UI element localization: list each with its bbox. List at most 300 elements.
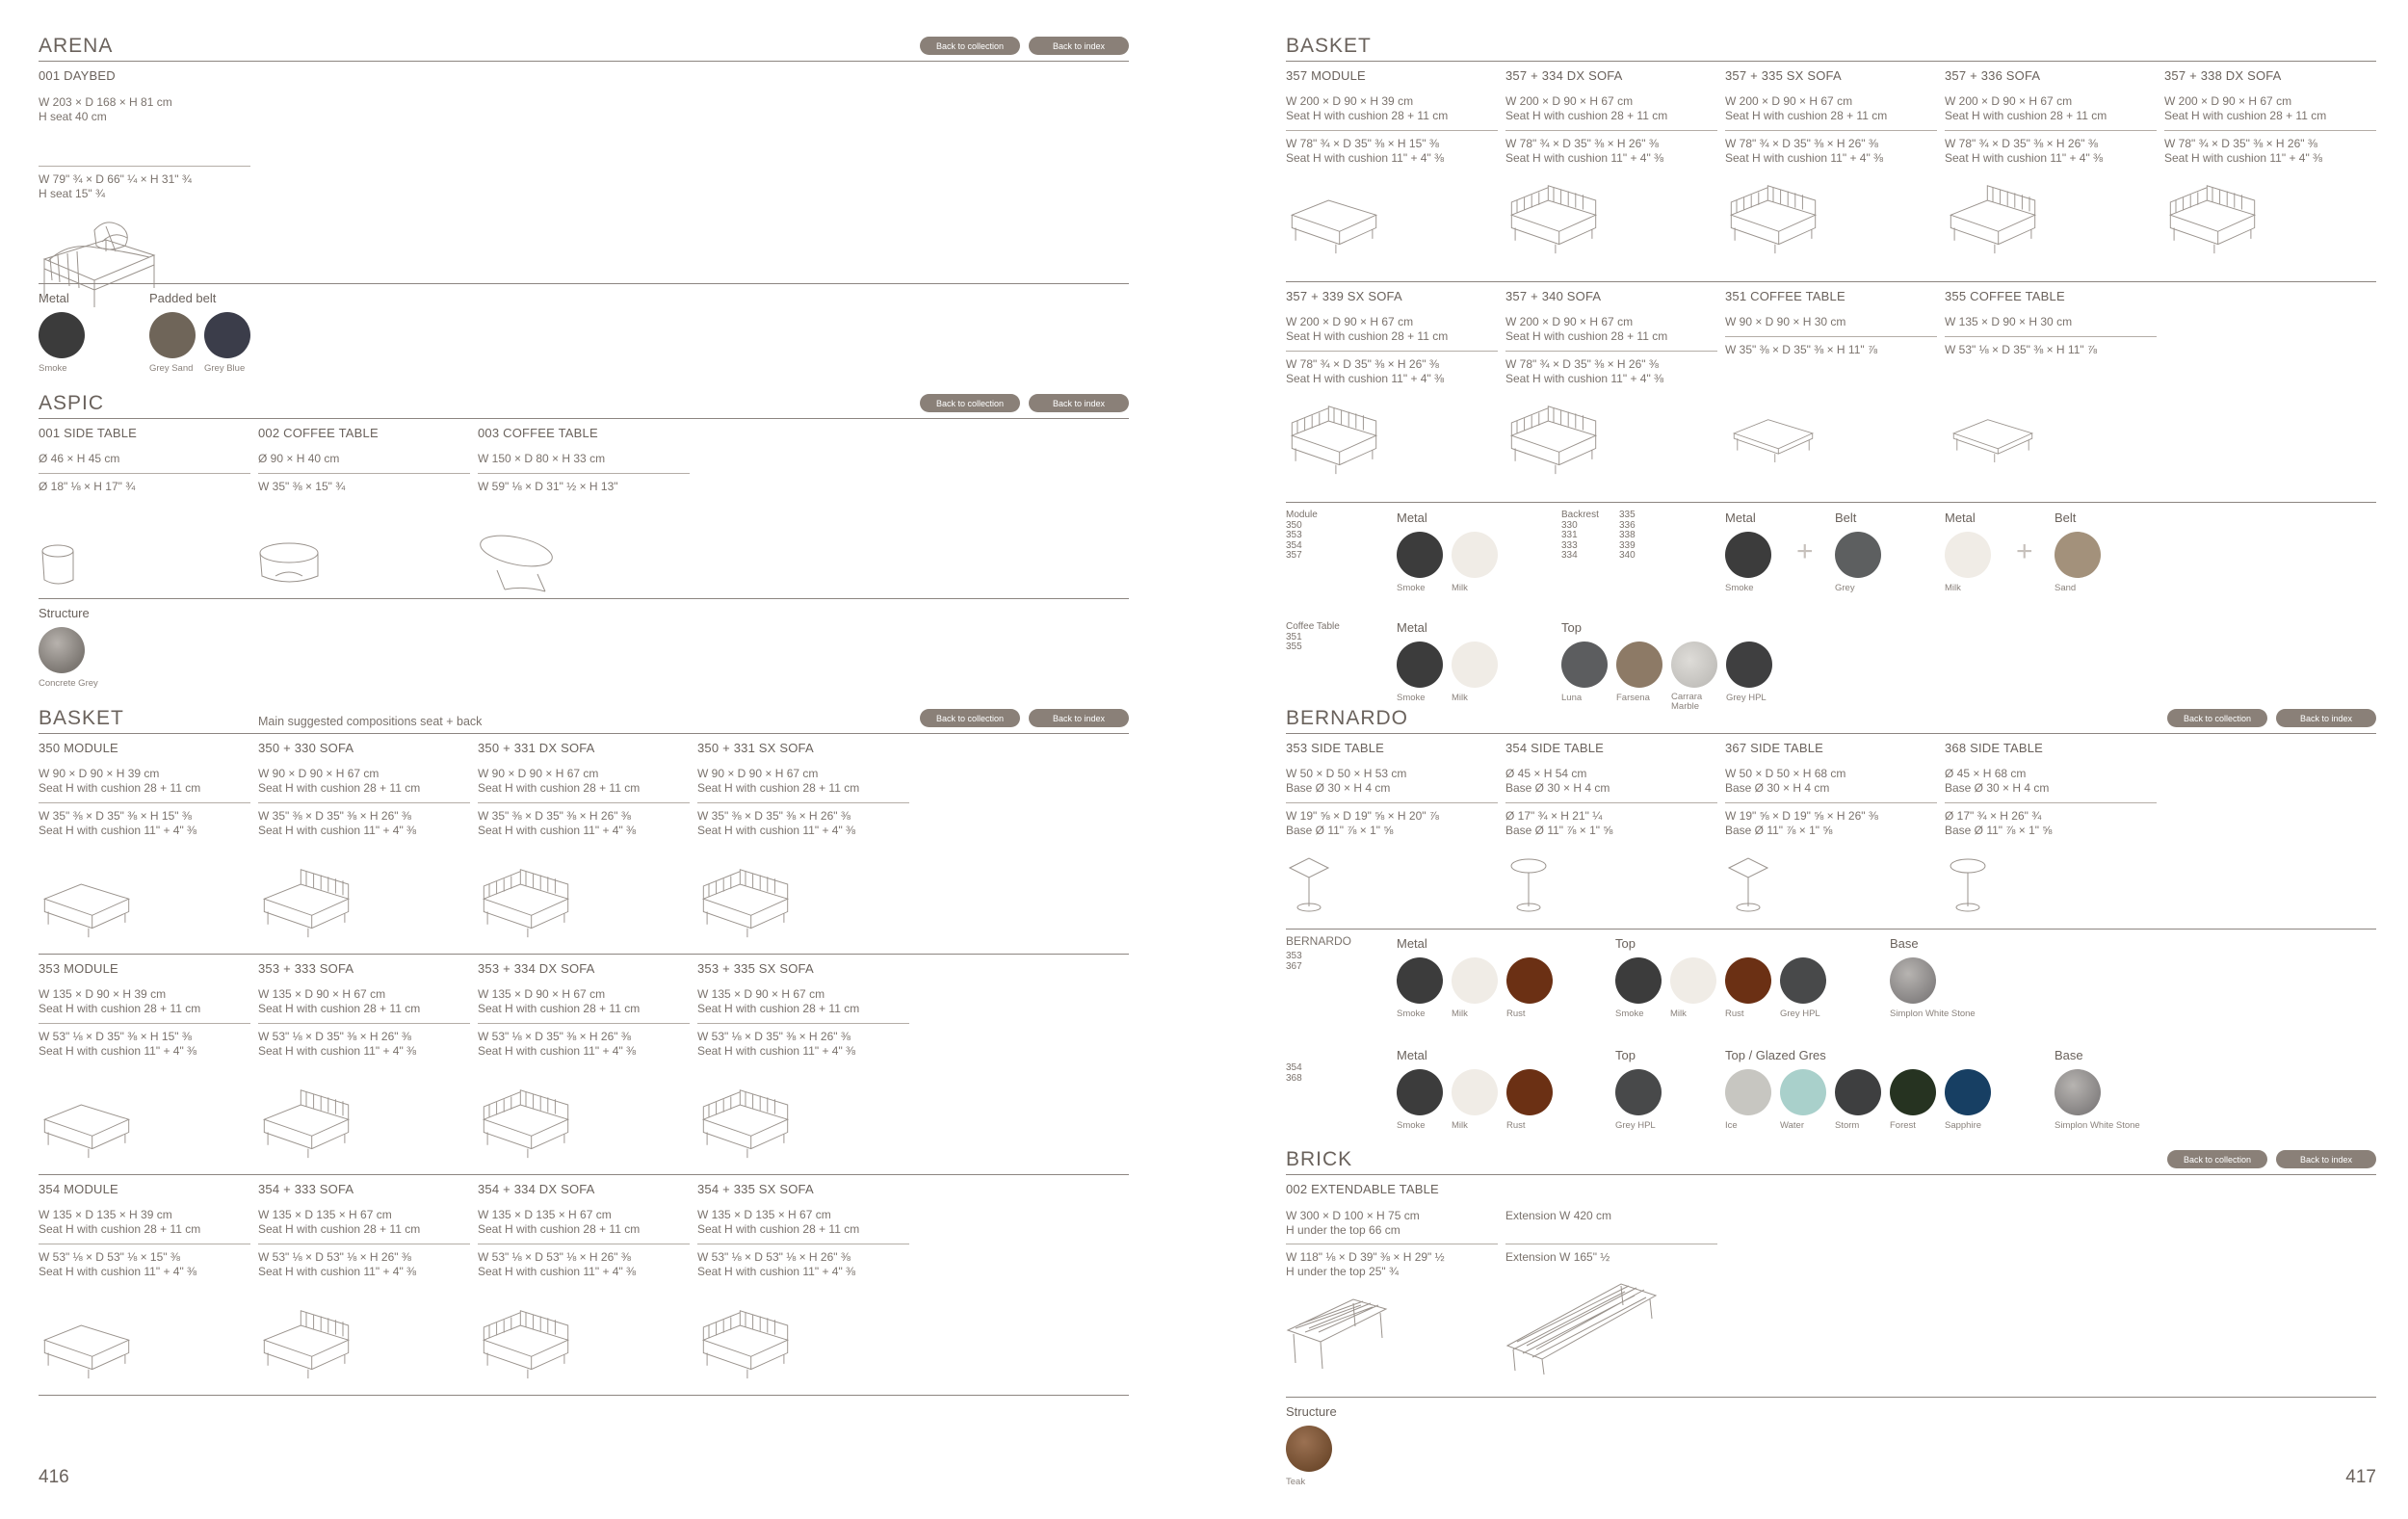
metric-dims: W 135 × D 135 × H 67 cm Seat H with cushion 28 + 11 cm [478, 1208, 641, 1236]
divider [2164, 130, 2376, 131]
divider [1945, 130, 2157, 131]
back-to-collection-button[interactable]: Back to collection [920, 37, 1020, 55]
backrest-list: 335 336 338 339 340 [1619, 510, 1636, 561]
product-name: 354 + 335 SX SOFA [697, 1182, 814, 1196]
product-cell [39, 426, 250, 493]
swatch-label: Milk [1452, 1120, 1468, 1131]
swatch-circle [1286, 1426, 1332, 1472]
product-cell [258, 1182, 470, 1278]
group-title: Top [1615, 1048, 1636, 1062]
swatch[interactable] [1452, 957, 1500, 1019]
swatch-label: Simplon White Stone [2055, 1120, 2140, 1131]
swatch-label: Smoke [1397, 583, 1426, 593]
product-cell [1286, 741, 1498, 837]
product-cell [478, 426, 690, 493]
product-drawing [1505, 403, 1602, 481]
divider [39, 1395, 1129, 1396]
product-drawing [258, 1087, 354, 1165]
swatch-circle [1615, 1069, 1662, 1115]
module-list: Module 350 353 354 357 [1286, 510, 1318, 561]
swatch-label: Water [1780, 1120, 1804, 1131]
product-row [39, 426, 1129, 599]
plus-icon: + [2016, 536, 2033, 567]
side-table-drawing [39, 539, 96, 597]
imperial-dims: W 53" ⅛ × D 35" ⅜ × H 26" ⅜ Seat H with cushion 11" + 4" ⅜ [258, 1030, 417, 1058]
product-name: 353 + 335 SX SOFA [697, 961, 814, 976]
product-row [1286, 1182, 2376, 1394]
swatch-label: Rust [1725, 1008, 1744, 1019]
swatch-circle [2055, 532, 2101, 578]
swatch-label: Luna [1561, 693, 1583, 703]
swatch-label: Storm [1835, 1120, 1860, 1131]
product-drawing [697, 1307, 794, 1385]
product-name: 357 + 338 DX SOFA [2164, 68, 2282, 83]
swatch[interactable] [1616, 642, 1664, 703]
imperial-dims: W 78" ¾ × D 35" ⅜ × H 26" ⅜ Seat H with cushion 11" + 4" ⅜ [1505, 357, 1664, 385]
swatch-circle [1890, 1069, 1936, 1115]
metric-dims: Ø 90 × H 40 cm [258, 452, 340, 465]
metric-dims: W 90 × D 90 × H 67 cm Seat H with cushion 28 + 11 cm [697, 767, 860, 795]
product-row [39, 961, 1129, 1182]
metric-dims: W 200 × D 90 × H 67 cm Seat H with cushion 28 + 11 cm [1505, 94, 1668, 122]
divider [39, 283, 1129, 284]
imperial-dims: W 59" ⅛ × D 31" ½ × H 13" [478, 480, 618, 493]
imperial-dims: Ø 17" ¾ × H 21" ¼ Base Ø 11" ⅞ × 1" ⅝ [1505, 809, 1613, 837]
swatch-label: Grey [1835, 583, 1855, 593]
swatch-circle [1945, 532, 1991, 578]
product-drawing [39, 866, 135, 944]
product-name: 002 COFFEE TABLE [258, 426, 379, 440]
product-row [39, 68, 1129, 317]
swatch[interactable] [39, 627, 98, 689]
extended-table-drawing [1505, 1278, 1660, 1375]
divider [258, 1023, 470, 1024]
group-title: Metal [1397, 1048, 1427, 1062]
swatch-label: Smoke [1397, 693, 1426, 703]
swatch[interactable] [1725, 1069, 1773, 1131]
divider [1505, 130, 1717, 131]
section-title: BRICK [1286, 1148, 1353, 1170]
divider [1286, 1174, 2376, 1175]
product-cell [2164, 68, 2376, 165]
section-title: BASKET [39, 707, 124, 729]
back-to-index-button[interactable]: Back to index [2276, 709, 2376, 727]
product-cell [1286, 289, 1498, 385]
group-title: Metal [1945, 511, 1976, 525]
swatch[interactable] [1452, 532, 1500, 593]
swatch[interactable] [1452, 642, 1500, 703]
swatch[interactable] [1780, 1069, 1828, 1131]
divider [39, 473, 250, 474]
swatch-circle [1835, 532, 1881, 578]
metric-dims: W 200 × D 90 × H 67 cm Seat H with cushion 28 + 11 cm [1286, 315, 1449, 343]
swatch-label: Milk [1452, 1008, 1468, 1019]
section-brick [1286, 1148, 2376, 1495]
imperial-dims: W 53" ⅛ × D 53" ⅛ × H 26" ⅜ Seat H with cushion 11" + 4" ⅜ [697, 1250, 856, 1278]
product-drawing [1945, 403, 2041, 467]
product-name: 357 + 335 SX SOFA [1725, 68, 1842, 83]
product-name: 350 MODULE [39, 741, 118, 755]
group-title: Metal [1397, 511, 1427, 525]
swatch-label: Sand [2055, 583, 2077, 593]
product-cell [1725, 741, 1937, 837]
product-name: 354 MODULE [39, 1182, 118, 1196]
swatch-circle [1452, 642, 1498, 688]
page-number: 417 [2345, 1467, 2376, 1487]
product-name: 350 + 331 SX SOFA [697, 741, 814, 755]
product-cell [1286, 1182, 1498, 1278]
product-row [39, 1182, 1129, 1402]
divider [1725, 336, 1937, 337]
nav-buttons [920, 37, 1129, 55]
group-title: Metal [1725, 511, 1756, 525]
product-cell [39, 1182, 250, 1278]
swatch[interactable] [1726, 642, 1774, 703]
divider [39, 166, 250, 167]
divider [1286, 61, 2376, 62]
product-cell [697, 741, 909, 837]
section-arena [39, 35, 1129, 381]
imperial-dims: W 78" ¾ × D 35" ⅜ × H 26" ⅜ Seat H with cushion 11" + 4" ⅜ [1945, 137, 2104, 165]
swatch-label: Smoke [1397, 1120, 1426, 1131]
product-name: 357 + 334 DX SOFA [1505, 68, 1623, 83]
metric-dims: W 135 × D 135 × H 67 cm Seat H with cushion 28 + 11 cm [258, 1208, 421, 1236]
swatch-circle [39, 312, 85, 358]
imperial-dims: W 78" ¾ × D 35" ⅜ × H 26" ⅜ Seat H with cushion 11" + 4" ⅜ [1286, 357, 1445, 385]
product-name: 353 + 334 DX SOFA [478, 961, 595, 976]
product-cell [258, 961, 470, 1058]
swatch[interactable] [1835, 1069, 1883, 1131]
swatch-circle [1725, 957, 1771, 1004]
plus-icon: + [1796, 536, 1814, 567]
swatch-circle [1726, 642, 1772, 688]
imperial-dims: W 53" ⅛ × D 35" ⅜ × H 26" ⅜ Seat H with cushion 11" + 4" ⅜ [697, 1030, 856, 1058]
product-drawing [2164, 182, 2261, 260]
swatch-circle [1780, 957, 1826, 1004]
back-to-index-button[interactable]: Back to index [1029, 37, 1129, 55]
section-basket [1286, 35, 2376, 719]
product-name: 357 + 336 SOFA [1945, 68, 2041, 83]
swatch-circle [204, 312, 250, 358]
coffee-table-drawing [258, 539, 335, 597]
divider [1945, 802, 2157, 803]
swatch[interactable] [1397, 642, 1445, 703]
swatch[interactable] [1506, 957, 1555, 1019]
product-cell [1945, 68, 2157, 165]
product-drawing [1286, 182, 1382, 260]
product-name: 353 SIDE TABLE [1286, 741, 1385, 755]
swatch[interactable] [1725, 957, 1773, 1019]
divider [1286, 502, 2376, 503]
swatch[interactable] [1671, 642, 1719, 712]
product-row [1286, 289, 2376, 510]
divider [39, 733, 1129, 734]
metric-dims: W 135 × D 90 × H 67 cm Seat H with cushion 28 + 11 cm [697, 987, 860, 1015]
divider [1725, 802, 1937, 803]
swatch-circle [2055, 1069, 2101, 1115]
group-title: Top [1615, 936, 1636, 951]
swatch-label: Smoke [1397, 1008, 1426, 1019]
metric-dims: W 90 × D 90 × H 30 cm [1725, 315, 1846, 328]
swatch-circle [1725, 532, 1771, 578]
imperial-dims: W 53" ⅛ × D 53" ⅛ × 15" ⅜ Seat H with cushion 11" + 4" ⅜ [39, 1250, 197, 1278]
product-cell [697, 961, 909, 1058]
extension-metric: Extension W 420 cm [1505, 1209, 1612, 1222]
group-title: Belt [2055, 511, 2077, 525]
divider [39, 1023, 250, 1024]
product-cell [1725, 289, 1937, 356]
divider [258, 473, 470, 474]
metric-dims: W 200 × D 90 × H 67 cm Seat H with cushion 28 + 11 cm [1945, 94, 2107, 122]
swatch-circle [1452, 532, 1498, 578]
swatch-label: Smoke [1725, 583, 1754, 593]
metric-dims: W 135 × D 135 × H 39 cm Seat H with cushion 28 + 11 cm [39, 1208, 201, 1236]
section-subtitle: Main suggested compositions seat + back [258, 715, 483, 728]
divider [478, 802, 690, 803]
swatch-circle [1725, 1069, 1771, 1115]
swatch-circle [39, 627, 85, 673]
metric-dims: W 50 × D 50 × H 53 cm Base Ø 30 × H 4 cm [1286, 767, 1407, 795]
metric-dims: W 90 × D 90 × H 67 cm Seat H with cushion 28 + 11 cm [478, 767, 641, 795]
back-to-index-button[interactable]: Back to index [1029, 394, 1129, 412]
swatch[interactable] [1615, 957, 1663, 1019]
swatch[interactable] [1452, 1069, 1500, 1131]
swatch[interactable] [1945, 532, 1993, 593]
group-title: Padded belt [149, 291, 217, 305]
swatch[interactable] [204, 312, 252, 374]
product-cell [1505, 741, 1717, 837]
nav-buttons [2167, 709, 2376, 727]
swatch-label: Forest [1890, 1120, 1916, 1131]
product-name: 354 SIDE TABLE [1505, 741, 1605, 755]
product-name: 350 + 331 DX SOFA [478, 741, 595, 755]
swatch-label: Sapphire [1945, 1120, 1982, 1131]
swatch-circle [1397, 642, 1443, 688]
group-title: Top [1561, 620, 1582, 635]
product-cell [478, 961, 690, 1058]
product-row [1286, 68, 2376, 289]
swatch[interactable] [2055, 1069, 2140, 1131]
swatch[interactable] [1615, 1069, 1663, 1131]
product-drawing [1286, 403, 1382, 481]
product-cell [1505, 68, 1717, 165]
swatch-circle [1945, 1069, 1991, 1115]
section-title: ARENA [39, 35, 114, 57]
imperial-dims: W 78" ¾ × D 35" ⅜ × H 15" ⅜ Seat H with cushion 11" + 4" ⅜ [1286, 137, 1445, 165]
swatch[interactable] [1890, 957, 1976, 1019]
swatch-label: Smoke [1615, 1008, 1644, 1019]
group-title: Metal [1397, 936, 1427, 951]
imperial-dims: W 19" ⅝ × D 19" ⅝ × H 26" ⅜ Base Ø 11" ⅞ × 1" ⅝ [1725, 809, 1878, 837]
section-aspic [39, 392, 1129, 700]
section-title: BERNARDO [1286, 707, 1409, 729]
swatch-circle [1452, 957, 1498, 1004]
swatch-label: Rust [1506, 1120, 1526, 1131]
back-to-collection-button[interactable]: Back to collection [920, 394, 1020, 412]
imperial-dims: W 35" ⅜ × D 35" ⅜ × H 11" ⅞ [1725, 343, 1877, 356]
product-name: 001 DAYBED [39, 68, 116, 83]
swatch[interactable] [1397, 532, 1445, 593]
swatch-label: Grey HPL [1615, 1120, 1656, 1131]
divider [39, 61, 1129, 62]
metric-dims: W 135 × D 135 × H 67 cm Seat H with cushion 28 + 11 cm [697, 1208, 860, 1236]
metric-dims: W 200 × D 90 × H 67 cm Seat H with cushion 28 + 11 cm [1505, 315, 1668, 343]
divider [1286, 130, 1498, 131]
table-drawing [1286, 1296, 1392, 1373]
swatch-circle [1615, 957, 1662, 1004]
imperial-dims: W 79" ¾ × D 66" ¼ × H 31" ¾ H seat 15" ¾ [39, 172, 192, 200]
swatch-circle [149, 312, 196, 358]
product-cell [39, 961, 250, 1058]
swatch[interactable] [1890, 1069, 1938, 1131]
imperial-dims: W 53" ⅛ × D 35" ⅜ × H 15" ⅜ Seat H with cushion 11" + 4" ⅜ [39, 1030, 197, 1058]
product-name: 354 + 333 SOFA [258, 1182, 354, 1196]
product-name: 368 SIDE TABLE [1945, 741, 2044, 755]
divider [1286, 1397, 2376, 1398]
product-name: 351 COFFEE TABLE [1725, 289, 1845, 303]
swatch[interactable] [1670, 957, 1718, 1019]
nav-buttons [920, 709, 1129, 727]
product-drawing [478, 1307, 574, 1385]
product-drawing [697, 866, 794, 944]
divider [1505, 802, 1717, 803]
metric-dims: W 135 × D 90 × H 67 cm Seat H with cushion 28 + 11 cm [258, 987, 421, 1015]
divider [1286, 351, 1498, 352]
product-cell [1286, 68, 1498, 165]
metric-dims: W 135 × D 90 × H 30 cm [1945, 315, 2073, 328]
swatch-circle [1835, 1069, 1881, 1115]
product-cell [1945, 741, 2157, 837]
imperial-dims: W 53" ⅛ × D 35" ⅜ × H 11" ⅞ [1945, 343, 2097, 356]
swatch-label: Grey Sand [149, 363, 194, 374]
swatch-label: Ice [1725, 1120, 1738, 1131]
swatch-label: Milk [1945, 583, 1961, 593]
back-to-collection-button[interactable]: Back to collection [2167, 1150, 2267, 1168]
swatch-label: Milk [1670, 1008, 1687, 1019]
section-title: ASPIC [39, 392, 105, 414]
divider [1286, 733, 2376, 734]
model-list: 354 368 [1286, 1062, 1302, 1084]
swatch[interactable] [1397, 957, 1445, 1019]
divider [478, 1023, 690, 1024]
model-list: 353 367 [1286, 951, 1302, 972]
divider [1286, 802, 1498, 803]
product-cell [258, 741, 470, 837]
product-name: 357 MODULE [1286, 68, 1366, 83]
swatch[interactable] [1286, 1426, 1334, 1487]
group-title: Base [1890, 936, 1919, 951]
swatch[interactable] [2055, 532, 2103, 593]
swatch[interactable] [1397, 1069, 1445, 1131]
imperial-dims: W 78" ¾ × D 35" ⅜ × H 26" ⅜ Seat H with cushion 11" + 4" ⅜ [2164, 137, 2323, 165]
divider [258, 802, 470, 803]
imperial-dims: W 35" ⅜ × D 35" ⅜ × H 26" ⅜ Seat H with cushion 11" + 4" ⅜ [478, 809, 637, 837]
divider [1725, 130, 1937, 131]
swatch-circle [1671, 642, 1717, 688]
backrest-list: Backrest 330 331 333 334 [1561, 510, 1599, 561]
product-cell [478, 741, 690, 837]
swatch-circle [1397, 1069, 1443, 1115]
swatch-label: Teak [1286, 1477, 1306, 1487]
metric-dims: W 300 × D 100 × H 75 cm H under the top 66 cm [1286, 1209, 1420, 1237]
swatch-circle [1670, 957, 1716, 1004]
product-drawing [258, 1307, 354, 1385]
metric-dims: Ø 45 × H 68 cm Base Ø 30 × H 4 cm [1945, 767, 2050, 795]
imperial-dims: W 53" ⅛ × D 53" ⅛ × H 26" ⅜ Seat H with cushion 11" + 4" ⅜ [258, 1250, 417, 1278]
swatch-label: Farsena [1616, 693, 1650, 703]
divider [697, 802, 909, 803]
product-drawing [1286, 854, 1334, 919]
metric-dims: W 50 × D 50 × H 68 cm Base Ø 30 × H 4 cm [1725, 767, 1846, 795]
imperial-dims: W 53" ⅛ × D 53" ⅛ × H 26" ⅜ Seat H with cushion 11" + 4" ⅜ [478, 1250, 637, 1278]
product-drawing [1945, 182, 2041, 260]
metric-dims: W 200 × D 90 × H 67 cm Seat H with cushion 28 + 11 cm [2164, 94, 2327, 122]
swatch[interactable] [1780, 957, 1828, 1019]
swatch-circle [1452, 1069, 1498, 1115]
swatch[interactable] [1725, 532, 1773, 593]
product-cell [1945, 289, 2157, 356]
swatch[interactable] [1561, 642, 1610, 703]
swatch-circle [1616, 642, 1662, 688]
swatch-label: Milk [1452, 583, 1468, 593]
back-to-index-button[interactable]: Back to index [1029, 709, 1129, 727]
metric-dims: W 90 × D 90 × H 39 cm Seat H with cushion 28 + 11 cm [39, 767, 201, 795]
back-to-index-button[interactable]: Back to index [2276, 1150, 2376, 1168]
swatch-label: Simplon White Stone [1890, 1008, 1976, 1019]
swatch[interactable] [1506, 1069, 1555, 1131]
swatch-circle [1397, 957, 1443, 1004]
divider [478, 473, 690, 474]
imperial-dims: Ø 17" ¾ × H 26" ¾ Base Ø 11" ⅞ × 1" ⅝ [1945, 809, 2053, 837]
swatch-label: Rust [1506, 1008, 1526, 1019]
section-title: BASKET [1286, 35, 1372, 57]
product-drawing [1505, 182, 1602, 260]
metric-dims: W 200 × D 90 × H 39 cm Seat H with cushion 28 + 11 cm [1286, 94, 1449, 122]
back-to-collection-button[interactable]: Back to collection [920, 709, 1020, 727]
oval-coffee-table-drawing [478, 532, 564, 599]
product-name: 367 SIDE TABLE [1725, 741, 1824, 755]
swatch[interactable] [1835, 532, 1883, 593]
product-cell [1725, 68, 1937, 165]
product-name: 002 EXTENDABLE TABLE [1286, 1182, 1439, 1196]
section-bernardo [1286, 707, 2376, 1131]
list-title: BERNARDO [1286, 934, 1352, 948]
divider [39, 598, 1129, 599]
product-name: 357 + 339 SX SOFA [1286, 289, 1402, 303]
product-name: 355 COFFEE TABLE [1945, 289, 2065, 303]
back-to-collection-button[interactable]: Back to collection [2167, 709, 2267, 727]
swatch[interactable] [39, 312, 87, 374]
swatch-label: Grey HPL [1780, 1008, 1820, 1019]
imperial-dims: W 78" ¾ × D 35" ⅜ × H 26" ⅜ Seat H with cushion 11" + 4" ⅜ [1725, 137, 1884, 165]
right-page [1204, 0, 2408, 1519]
product-cell [258, 426, 470, 493]
metric-dims: W 200 × D 90 × H 67 cm Seat H with cushion 28 + 11 cm [1725, 94, 1888, 122]
imperial-dims: W 35" ⅜ × D 35" ⅜ × H 26" ⅜ Seat H with cushion 11" + 4" ⅜ [258, 809, 417, 837]
imperial-dims: W 35" ⅜ × D 35" ⅜ × H 26" ⅜ Seat H with cushion 11" + 4" ⅜ [697, 809, 856, 837]
metric-dims: W 90 × D 90 × H 67 cm Seat H with cushion 28 + 11 cm [258, 767, 421, 795]
divider [39, 418, 1129, 419]
swatch[interactable] [149, 312, 197, 374]
metric-dims: W 203 × D 168 × H 81 cm H seat 40 cm [39, 95, 172, 123]
swatch[interactable] [1945, 1069, 1993, 1131]
group-title: Metal [39, 291, 69, 305]
metric-dims: W 135 × D 90 × H 67 cm Seat H with cushion 28 + 11 cm [478, 987, 641, 1015]
product-name: 350 + 330 SOFA [258, 741, 354, 755]
divider [39, 1174, 1129, 1175]
divider [39, 954, 1129, 955]
section-basket [39, 707, 1129, 1401]
